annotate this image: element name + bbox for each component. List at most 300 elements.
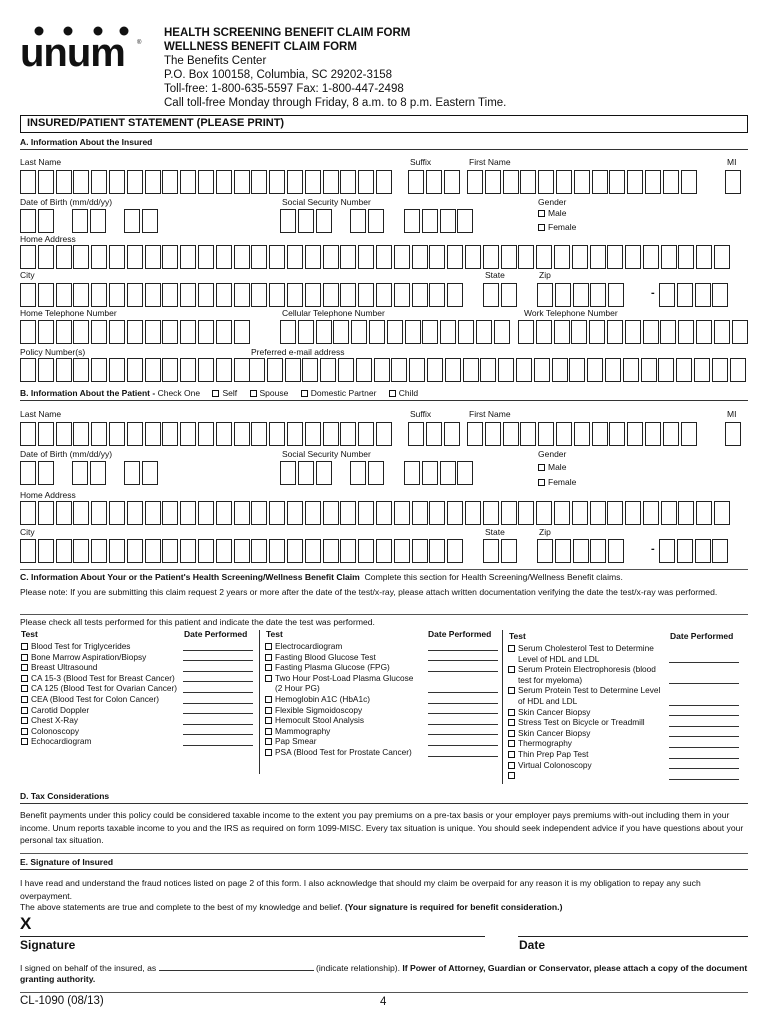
insured-zip-boxes[interactable]	[537, 283, 626, 307]
char-box[interactable]	[358, 245, 374, 269]
char-box[interactable]	[590, 501, 606, 525]
date-performed-field[interactable]	[183, 696, 253, 704]
test-checkbox[interactable]	[265, 664, 272, 671]
char-box[interactable]	[145, 539, 161, 563]
char-box[interactable]	[408, 422, 424, 446]
char-box[interactable]	[216, 170, 232, 194]
test-item[interactable]	[21, 694, 183, 705]
char-box[interactable]	[269, 170, 285, 194]
char-box[interactable]	[659, 283, 675, 307]
char-box[interactable]	[73, 170, 89, 194]
char-box[interactable]	[376, 170, 392, 194]
char-box[interactable]	[162, 422, 178, 446]
test-checkbox[interactable]	[21, 675, 28, 682]
char-box[interactable]	[501, 501, 517, 525]
test-checkbox[interactable]	[508, 719, 515, 726]
char-box[interactable]	[162, 501, 178, 525]
char-box[interactable]	[323, 283, 339, 307]
char-box[interactable]	[109, 245, 125, 269]
char-box[interactable]	[127, 539, 143, 563]
insured-city-boxes[interactable]	[20, 283, 465, 307]
char-box[interactable]	[661, 245, 677, 269]
char-box[interactable]	[368, 209, 384, 233]
char-box[interactable]	[287, 170, 303, 194]
test-item[interactable]	[508, 770, 668, 781]
char-box[interactable]	[659, 539, 675, 563]
char-box[interactable]	[338, 358, 354, 382]
date-performed-field[interactable]	[669, 751, 739, 759]
char-box[interactable]	[387, 320, 403, 344]
char-box[interactable]	[412, 245, 428, 269]
test-checkbox[interactable]	[265, 654, 272, 661]
char-box[interactable]	[404, 461, 420, 485]
char-box[interactable]	[643, 320, 659, 344]
char-box[interactable]	[56, 283, 72, 307]
char-box[interactable]	[162, 283, 178, 307]
char-box[interactable]	[142, 461, 158, 485]
insured-dob-boxes[interactable]	[20, 209, 56, 233]
char-box[interactable]	[725, 422, 741, 446]
char-box[interactable]	[251, 245, 267, 269]
char-box[interactable]	[696, 320, 712, 344]
char-box[interactable]	[234, 501, 250, 525]
char-box[interactable]	[440, 461, 456, 485]
char-box[interactable]	[712, 539, 728, 563]
char-box[interactable]	[503, 170, 519, 194]
insured-last-name-boxes[interactable]	[20, 170, 394, 194]
char-box[interactable]	[340, 170, 356, 194]
char-box[interactable]	[556, 422, 572, 446]
char-box[interactable]	[627, 170, 643, 194]
insured-cell-phone-boxes[interactable]	[280, 320, 511, 344]
char-box[interactable]	[605, 358, 621, 382]
char-box[interactable]	[537, 283, 553, 307]
date-performed-field[interactable]	[183, 664, 253, 672]
char-box[interactable]	[573, 539, 589, 563]
char-box[interactable]	[409, 358, 425, 382]
char-box[interactable]	[109, 283, 125, 307]
patient-first-name-boxes[interactable]	[467, 422, 698, 446]
char-box[interactable]	[145, 283, 161, 307]
insured-gender-female[interactable]: Female	[538, 222, 576, 232]
char-box[interactable]	[56, 320, 72, 344]
char-box[interactable]	[162, 358, 178, 382]
char-box[interactable]	[73, 245, 89, 269]
char-box[interactable]	[607, 320, 623, 344]
char-box[interactable]	[56, 422, 72, 446]
char-box[interactable]	[73, 283, 89, 307]
test-item[interactable]	[265, 715, 425, 726]
char-box[interactable]	[590, 283, 606, 307]
test-item[interactable]	[21, 736, 183, 747]
char-box[interactable]	[467, 170, 483, 194]
char-box[interactable]	[251, 283, 267, 307]
date-performed-field[interactable]	[669, 740, 739, 748]
char-box[interactable]	[216, 245, 232, 269]
char-box[interactable]	[38, 320, 54, 344]
char-box[interactable]	[287, 539, 303, 563]
test-checkbox[interactable]	[21, 685, 28, 692]
char-box[interactable]	[323, 170, 339, 194]
char-box[interactable]	[72, 461, 88, 485]
char-box[interactable]	[285, 358, 301, 382]
char-box[interactable]	[572, 501, 588, 525]
char-box[interactable]	[485, 170, 501, 194]
char-box[interactable]	[358, 283, 374, 307]
char-box[interactable]	[501, 245, 517, 269]
date-performed-field[interactable]	[183, 727, 253, 735]
char-box[interactable]	[429, 539, 445, 563]
patient-zip-boxes[interactable]	[537, 539, 626, 563]
test-checkbox[interactable]	[508, 772, 515, 779]
char-box[interactable]	[305, 422, 321, 446]
char-box[interactable]	[251, 422, 267, 446]
char-box[interactable]	[20, 170, 36, 194]
test-item[interactable]	[265, 641, 425, 652]
char-box[interactable]	[608, 283, 624, 307]
char-box[interactable]	[447, 539, 463, 563]
test-item[interactable]	[21, 715, 183, 726]
insured-ssn-2[interactable]	[350, 209, 386, 233]
char-box[interactable]	[358, 539, 374, 563]
char-box[interactable]	[426, 422, 442, 446]
date-performed-field[interactable]	[428, 706, 498, 714]
insured-first-name-boxes[interactable]	[467, 170, 698, 194]
char-box[interactable]	[91, 170, 107, 194]
char-box[interactable]	[458, 320, 474, 344]
char-box[interactable]	[180, 358, 196, 382]
char-box[interactable]	[554, 320, 570, 344]
char-box[interactable]	[20, 320, 36, 344]
char-box[interactable]	[645, 170, 661, 194]
char-box[interactable]	[38, 422, 54, 446]
test-checkbox[interactable]	[265, 717, 272, 724]
patient-dob-yy[interactable]	[124, 461, 160, 485]
char-box[interactable]	[91, 245, 107, 269]
char-box[interactable]	[501, 539, 517, 563]
char-box[interactable]	[394, 245, 410, 269]
char-box[interactable]	[569, 358, 585, 382]
test-checkbox[interactable]	[265, 675, 272, 682]
char-box[interactable]	[589, 320, 605, 344]
char-box[interactable]	[463, 358, 479, 382]
char-box[interactable]	[162, 320, 178, 344]
char-box[interactable]	[198, 539, 214, 563]
char-box[interactable]	[608, 539, 624, 563]
patient-spouse-checkbox[interactable]: Spouse	[250, 388, 289, 398]
char-box[interactable]	[198, 422, 214, 446]
char-box[interactable]	[376, 539, 392, 563]
test-checkbox[interactable]	[265, 738, 272, 745]
char-box[interactable]	[90, 209, 106, 233]
char-box[interactable]	[447, 501, 463, 525]
test-item[interactable]	[508, 738, 668, 749]
char-box[interactable]	[234, 283, 250, 307]
char-box[interactable]	[534, 358, 550, 382]
char-box[interactable]	[340, 245, 356, 269]
char-box[interactable]	[316, 209, 332, 233]
char-box[interactable]	[323, 501, 339, 525]
char-box[interactable]	[440, 209, 456, 233]
char-box[interactable]	[485, 422, 501, 446]
test-item[interactable]	[508, 728, 668, 739]
insured-dob-dd[interactable]	[72, 209, 108, 233]
test-checkbox[interactable]	[508, 709, 515, 716]
char-box[interactable]	[251, 170, 267, 194]
char-box[interactable]	[109, 320, 125, 344]
test-item[interactable]	[21, 641, 183, 652]
patient-dob-dd[interactable]	[72, 461, 108, 485]
char-box[interactable]	[162, 539, 178, 563]
char-box[interactable]	[287, 283, 303, 307]
char-box[interactable]	[269, 283, 285, 307]
char-box[interactable]	[440, 320, 456, 344]
char-box[interactable]	[607, 501, 623, 525]
patient-suffix-boxes[interactable]	[408, 422, 461, 446]
char-box[interactable]	[323, 539, 339, 563]
char-box[interactable]	[405, 320, 421, 344]
date-performed-field[interactable]	[183, 643, 253, 651]
test-checkbox[interactable]	[265, 707, 272, 714]
char-box[interactable]	[412, 283, 428, 307]
insured-dob-yy[interactable]	[124, 209, 160, 233]
test-checkbox[interactable]	[21, 707, 28, 714]
insured-home-phone-boxes[interactable]	[20, 320, 251, 344]
char-box[interactable]	[340, 283, 356, 307]
char-box[interactable]	[56, 501, 72, 525]
char-box[interactable]	[712, 358, 728, 382]
char-box[interactable]	[340, 539, 356, 563]
char-box[interactable]	[145, 170, 161, 194]
char-box[interactable]	[518, 245, 534, 269]
char-box[interactable]	[340, 501, 356, 525]
char-box[interactable]	[91, 358, 107, 382]
char-box[interactable]	[503, 422, 519, 446]
char-box[interactable]	[73, 422, 89, 446]
char-box[interactable]	[109, 422, 125, 446]
test-checkbox[interactable]	[21, 654, 28, 661]
date-performed-field[interactable]	[428, 727, 498, 735]
char-box[interactable]	[180, 320, 196, 344]
char-box[interactable]	[316, 320, 332, 344]
insured-address-boxes[interactable]	[20, 245, 732, 269]
char-box[interactable]	[91, 320, 107, 344]
char-box[interactable]	[20, 283, 36, 307]
char-box[interactable]	[109, 170, 125, 194]
patient-ssn-3[interactable]	[404, 461, 475, 485]
char-box[interactable]	[536, 320, 552, 344]
char-box[interactable]	[358, 422, 374, 446]
patient-ssn-2[interactable]	[350, 461, 386, 485]
char-box[interactable]	[269, 245, 285, 269]
char-box[interactable]	[552, 358, 568, 382]
char-box[interactable]	[607, 245, 623, 269]
test-item[interactable]	[508, 760, 668, 771]
char-box[interactable]	[368, 461, 384, 485]
char-box[interactable]	[333, 320, 349, 344]
char-box[interactable]	[694, 358, 710, 382]
char-box[interactable]	[447, 245, 463, 269]
test-item[interactable]	[21, 705, 183, 716]
char-box[interactable]	[38, 358, 54, 382]
char-box[interactable]	[625, 320, 641, 344]
char-box[interactable]	[518, 501, 534, 525]
test-checkbox[interactable]	[508, 666, 515, 673]
patient-ssn-1[interactable]	[280, 461, 333, 485]
char-box[interactable]	[376, 245, 392, 269]
char-box[interactable]	[445, 358, 461, 382]
date-performed-field[interactable]	[428, 643, 498, 651]
char-box[interactable]	[358, 501, 374, 525]
test-checkbox[interactable]	[21, 738, 28, 745]
test-item[interactable]	[265, 747, 425, 758]
date-performed-field[interactable]	[428, 749, 498, 757]
char-box[interactable]	[91, 501, 107, 525]
char-box[interactable]	[429, 283, 445, 307]
char-box[interactable]	[234, 422, 250, 446]
test-checkbox[interactable]	[508, 645, 515, 652]
test-item[interactable]	[508, 707, 668, 718]
char-box[interactable]	[20, 358, 36, 382]
char-box[interactable]	[180, 245, 196, 269]
date-performed-field[interactable]	[183, 706, 253, 714]
char-box[interactable]	[280, 320, 296, 344]
char-box[interactable]	[681, 170, 697, 194]
char-box[interactable]	[695, 283, 711, 307]
char-box[interactable]	[124, 209, 140, 233]
test-item[interactable]	[265, 726, 425, 737]
test-item[interactable]	[21, 673, 183, 684]
char-box[interactable]	[73, 539, 89, 563]
patient-last-name-boxes[interactable]	[20, 422, 394, 446]
char-box[interactable]	[587, 358, 603, 382]
patient-dob-mm[interactable]	[20, 461, 56, 485]
char-box[interactable]	[429, 501, 445, 525]
char-box[interactable]	[429, 245, 445, 269]
char-box[interactable]	[127, 358, 143, 382]
char-box[interactable]	[422, 461, 438, 485]
test-checkbox[interactable]	[21, 728, 28, 735]
char-box[interactable]	[198, 320, 214, 344]
char-box[interactable]	[298, 209, 314, 233]
char-box[interactable]	[91, 539, 107, 563]
test-item[interactable]	[21, 726, 183, 737]
char-box[interactable]	[38, 245, 54, 269]
char-box[interactable]	[730, 358, 746, 382]
char-box[interactable]	[536, 245, 552, 269]
char-box[interactable]	[483, 539, 499, 563]
test-checkbox[interactable]	[508, 687, 515, 694]
char-box[interactable]	[498, 358, 514, 382]
char-box[interactable]	[714, 501, 730, 525]
char-box[interactable]	[91, 283, 107, 307]
char-box[interactable]	[216, 539, 232, 563]
char-box[interactable]	[483, 283, 499, 307]
char-box[interactable]	[714, 245, 730, 269]
char-box[interactable]	[216, 501, 232, 525]
test-item[interactable]	[265, 673, 425, 694]
char-box[interactable]	[677, 283, 693, 307]
char-box[interactable]	[198, 170, 214, 194]
char-box[interactable]	[732, 320, 748, 344]
char-box[interactable]	[162, 245, 178, 269]
char-box[interactable]	[20, 539, 36, 563]
char-box[interactable]	[394, 283, 410, 307]
char-box[interactable]	[90, 461, 106, 485]
char-box[interactable]	[73, 358, 89, 382]
char-box[interactable]	[305, 170, 321, 194]
test-item[interactable]	[265, 662, 425, 673]
date-performed-field[interactable]	[428, 653, 498, 661]
char-box[interactable]	[145, 320, 161, 344]
char-box[interactable]	[447, 283, 463, 307]
insured-ssn-3[interactable]	[404, 209, 475, 233]
date-performed-field[interactable]	[428, 738, 498, 746]
patient-gender-female[interactable]: Female	[538, 477, 576, 487]
char-box[interactable]	[127, 170, 143, 194]
char-box[interactable]	[645, 422, 661, 446]
test-item[interactable]	[508, 685, 668, 706]
char-box[interactable]	[216, 320, 232, 344]
char-box[interactable]	[305, 539, 321, 563]
char-box[interactable]	[374, 358, 390, 382]
patient-city-boxes[interactable]	[20, 539, 465, 563]
char-box[interactable]	[609, 422, 625, 446]
date-performed-field[interactable]	[428, 685, 498, 693]
char-box[interactable]	[555, 539, 571, 563]
char-box[interactable]	[483, 501, 499, 525]
char-box[interactable]	[127, 245, 143, 269]
insured-suffix-boxes[interactable]	[408, 170, 461, 194]
char-box[interactable]	[56, 245, 72, 269]
char-box[interactable]	[145, 501, 161, 525]
char-box[interactable]	[145, 358, 161, 382]
date-performed-field[interactable]	[428, 696, 498, 704]
patient-address-boxes[interactable]	[20, 501, 732, 525]
char-box[interactable]	[501, 283, 517, 307]
char-box[interactable]	[538, 170, 554, 194]
char-box[interactable]	[427, 358, 443, 382]
char-box[interactable]	[394, 539, 410, 563]
char-box[interactable]	[287, 501, 303, 525]
char-box[interactable]	[251, 501, 267, 525]
char-box[interactable]	[554, 501, 570, 525]
char-box[interactable]	[678, 245, 694, 269]
char-box[interactable]	[323, 422, 339, 446]
char-box[interactable]	[127, 283, 143, 307]
test-checkbox[interactable]	[265, 749, 272, 756]
date-performed-field[interactable]	[183, 738, 253, 746]
test-checkbox[interactable]	[21, 643, 28, 650]
char-box[interactable]	[518, 320, 534, 344]
char-box[interactable]	[412, 501, 428, 525]
char-box[interactable]	[38, 501, 54, 525]
char-box[interactable]	[725, 170, 741, 194]
signature-line[interactable]	[20, 936, 485, 937]
insured-ssn-1[interactable]	[280, 209, 333, 233]
char-box[interactable]	[556, 170, 572, 194]
insured-zip4-boxes[interactable]	[659, 283, 730, 307]
char-box[interactable]	[676, 358, 692, 382]
char-box[interactable]	[124, 461, 140, 485]
char-box[interactable]	[350, 461, 366, 485]
char-box[interactable]	[422, 209, 438, 233]
char-box[interactable]	[520, 170, 536, 194]
char-box[interactable]	[216, 283, 232, 307]
char-box[interactable]	[234, 320, 250, 344]
char-box[interactable]	[394, 501, 410, 525]
date-performed-field[interactable]	[669, 761, 739, 769]
